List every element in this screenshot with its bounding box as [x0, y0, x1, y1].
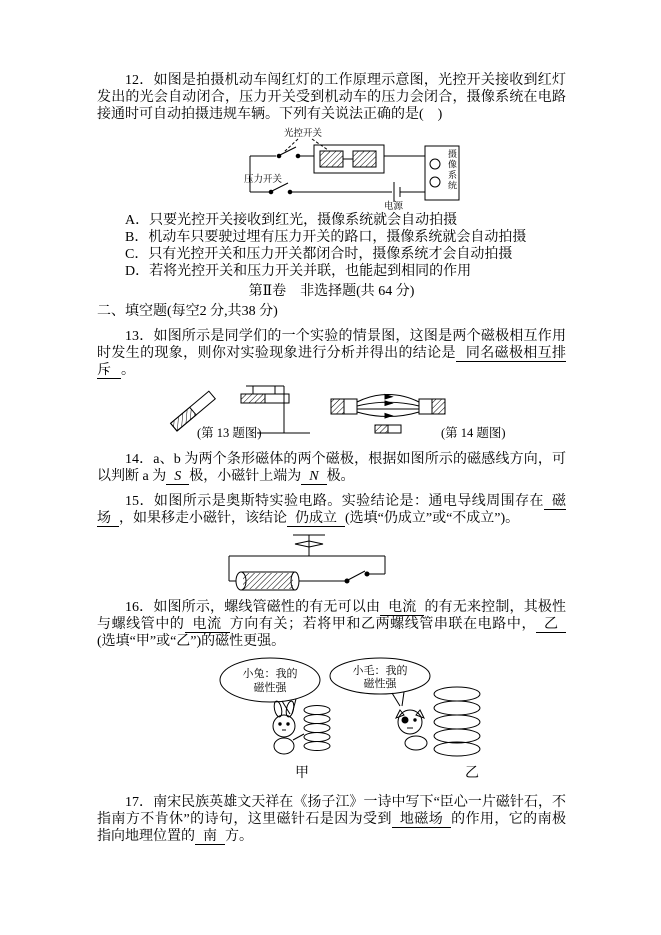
- q12-number: 12．: [125, 73, 154, 88]
- q12-option-d: D．若将光控开关和压力开关并联，也能起到相同的作用: [125, 264, 472, 279]
- q14-end-text: 极。: [326, 469, 355, 484]
- solenoid-yi: [434, 687, 480, 701]
- q12-circuit-diagram: [242, 126, 472, 210]
- q16-cartoon-figure: [212, 656, 566, 760]
- light-switch-label: 光控开关: [284, 129, 323, 139]
- q16-answer3-blank: 乙: [536, 617, 566, 633]
- q13-q14-figures: [97, 381, 566, 441]
- question-14: [97, 451, 566, 485]
- q15-number: 15．: [125, 494, 154, 509]
- camera-system-label: 摄像系统: [448, 149, 458, 191]
- dog-ear: [396, 710, 404, 718]
- q14-field-lines-figure: [329, 387, 447, 437]
- rabbit-body: [274, 738, 294, 754]
- solenoid-cartoon: [212, 656, 502, 760]
- fill-section-title: 二、填空题(每空2 分,共38 分): [97, 304, 278, 319]
- q15-mid-text: ，如果移走小磁针，该结论: [119, 511, 287, 526]
- label-yi: 乙: [465, 766, 479, 781]
- q12-options: [97, 212, 566, 280]
- solenoid-labels-row: [97, 762, 566, 780]
- pressure-switch-label: 压力开关: [244, 175, 283, 185]
- q14-number: 14．: [125, 452, 154, 467]
- q16-answer1-blank: 电流: [380, 600, 424, 616]
- field-arrow: [385, 395, 392, 400]
- q16-end-text: (选填“甲”或“乙”)的磁性更强。: [97, 634, 286, 649]
- q14-text: a、b 为两个条形磁体的两个磁极，根据如图所示的磁感线方向，可以判断 a 为: [97, 452, 566, 484]
- q12-circuit-figure: [242, 126, 566, 210]
- relay-coil-right: [353, 151, 376, 167]
- q17-answer2-blank: 南: [195, 829, 225, 845]
- camera-lens: [430, 177, 440, 187]
- field-arrow: [385, 414, 392, 419]
- q15-text: 如图所示是奥斯特实验电路。实验结论是：通电导线周围存在: [153, 494, 545, 509]
- question-13: [97, 328, 566, 379]
- q17-mid-text: 的作用，它的南极指向地理位置的: [97, 812, 567, 844]
- q13-period: 。: [121, 363, 135, 378]
- q15-answer2-blank: 仍成立: [287, 511, 345, 527]
- q16-answer2-blank: 电流: [185, 617, 230, 633]
- dog-body: [405, 736, 427, 750]
- bubble2-line1: 小毛：我的: [352, 665, 408, 677]
- dog-ear: [416, 710, 424, 718]
- dog-eye-patch: [402, 717, 408, 723]
- camera-lens: [430, 159, 440, 169]
- q17-number: 17．: [125, 795, 154, 810]
- q13-answer-blank: 同名磁极相互排斥: [97, 346, 567, 378]
- q12-text: 如图是拍摄机动车闯红灯的工作原理示意图，光控开关接收到红灯发出的光会自动闭合，压力开关受到机动车的压力会闭合，摄像系统在电路接通时可自动拍摄违规车辆。下列有关说法正确的是( ): [97, 73, 567, 122]
- bubble1-line1: 小兔：我的: [242, 668, 298, 680]
- question-16: [97, 599, 566, 650]
- q15-end-text: (选填“仍成立”或“不成立”)。: [345, 511, 520, 526]
- q17-end-text: 方。: [225, 829, 253, 844]
- part2-title: 第Ⅱ卷 非选择题(共 64 分): [248, 284, 415, 299]
- q14-answer1-blank: S: [166, 469, 189, 485]
- question-12: [97, 72, 566, 123]
- oersted-experiment-diagram: [217, 531, 392, 593]
- figure-14-caption: (第 14 题图): [441, 426, 506, 440]
- q16-number: 16．: [125, 600, 154, 615]
- q16-text: 如图所示，螺线管磁性的有无可以由: [153, 600, 381, 615]
- q17-text: 南宋民族英雄文天祥在《扬子江》一诗中写下“臣心一片磁针石，不指南方不肯休”的诗句，这里磁针石是因为受到: [97, 795, 567, 827]
- figure-13-caption: (第 13 题图): [197, 426, 262, 440]
- question-17: [97, 794, 566, 845]
- dog-head: [398, 710, 422, 734]
- q14-answer2-blank: N: [301, 469, 326, 485]
- q16-mid1-text: 的有无来控制，其极性与螺线管中的: [97, 600, 567, 632]
- q14-mid-text: 极，小磁针上端为: [189, 469, 302, 484]
- q12-option-c: C．只有光控开关和压力开关都闭合时，摄像系统才会自动拍摄: [125, 247, 513, 262]
- q16-mid2-text: 方向有关；若将甲和乙两螺线管串联在电路中，: [229, 617, 537, 632]
- q13-number: 13．: [125, 329, 154, 344]
- q13-text: 如图所示是同学们的一个实验的情景图，这图是两个磁极相互作用时发生的现象，则你对实验现象进行分析并得出的结论是: [97, 329, 567, 361]
- bubble2-line2: 磁性强: [363, 678, 397, 690]
- speech-bubble-rabbit: [220, 658, 320, 702]
- relay-coil-left: [320, 151, 343, 167]
- rabbit-head: [273, 715, 295, 737]
- q15-answer1-blank: 磁场: [97, 494, 567, 526]
- label-jia: 甲: [295, 766, 309, 781]
- q17-answer1-blank: 地磁场: [392, 812, 451, 828]
- solenoid-jia: [304, 706, 330, 715]
- question-15: [97, 493, 566, 527]
- q15-oersted-figure: [217, 531, 566, 593]
- q12-option-a: A．只要光控开关接收到红光，摄像系统就会自动拍摄: [125, 213, 458, 228]
- bubble1-line2: 磁性强: [253, 682, 287, 694]
- q12-option-b: B．机动车只要驶过埋有压力开关的路口，摄像系统就会自动拍摄: [125, 230, 527, 245]
- power-label: 电源: [384, 202, 404, 210]
